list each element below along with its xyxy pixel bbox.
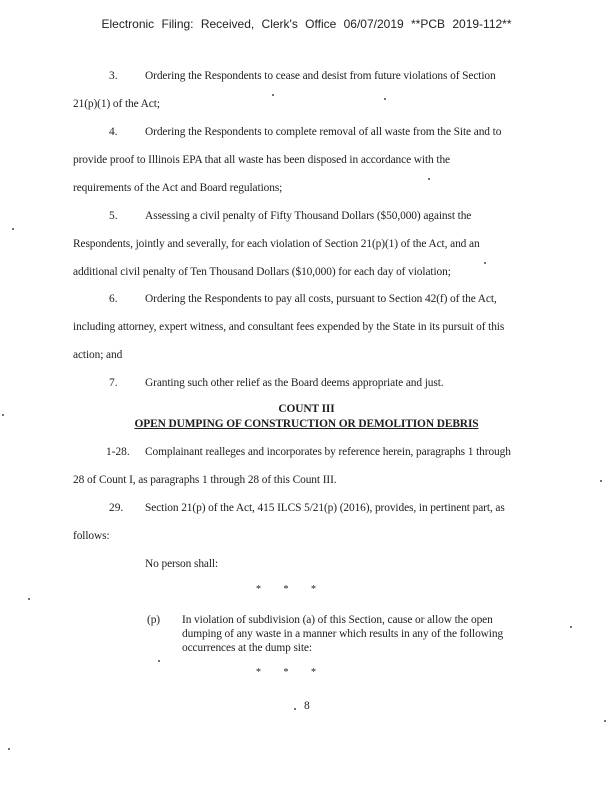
scan-speck: [600, 480, 602, 482]
scan-speck: [28, 598, 30, 600]
para-1-28-line-1: Complainant realleges and incorporates by reference herein, paragraphs 1 through: [145, 446, 511, 458]
item-5-line-2: Respondents, jointly and severally, for each violation of Section 21(p)(1) of the Act, and an: [73, 238, 480, 250]
page-number: 8: [304, 700, 310, 712]
subsection-p-line-2: dumping of any waste in a manner which results in any of the following: [182, 628, 504, 640]
item-3-line-1: Ordering the Respondents to cease and desist from future violations of Section: [145, 70, 496, 82]
subsection-p-line-3: occurrences at the dump site:: [182, 642, 312, 654]
item-3-number: 3.: [109, 70, 118, 82]
scan-speck: [2, 414, 4, 416]
item-5-line-1: Assessing a civil penalty of Fifty Thousand Dollars ($50,000) against the: [145, 210, 472, 222]
ellipsis-asterisks-2: * * *: [256, 667, 316, 678]
item-4-line-3: requirements of the Act and Board regulations;: [73, 182, 283, 194]
scan-speck: [294, 708, 296, 710]
scan-speck: [484, 262, 486, 264]
count-title: COUNT III: [278, 403, 335, 415]
subsection-p-label: (p): [147, 614, 160, 626]
scan-speck: [604, 720, 606, 722]
para-29-number: 29.: [109, 502, 124, 514]
item-4-line-2: provide proof to Illinois EPA that all waste has been disposed in accordance with the: [73, 154, 451, 166]
scan-speck: [272, 94, 274, 96]
electronic-filing-header: Electronic Filing: Received, Clerk's Office 06/07/2019 **PCB 2019-112**: [101, 17, 512, 31]
scan-speck: [384, 98, 386, 100]
subsection-p-line-1: In violation of subdivision (a) of this Section, cause or allow the open: [182, 614, 493, 626]
para-29-line-2: follows:: [73, 530, 110, 542]
para-1-28-line-2: 28 of Count I, as paragraphs 1 through 28 of this Count III.: [73, 474, 337, 486]
item-7-line-1: Granting such other relief as the Board deems appropriate and just.: [145, 377, 444, 389]
item-6-line-3: action; and: [73, 349, 123, 361]
item-5-number: 5.: [109, 210, 118, 222]
scan-speck: [12, 228, 14, 230]
scan-speck: [158, 660, 160, 662]
item-6-number: 6.: [109, 293, 118, 305]
item-3-line-2: 21(p)(1) of the Act;: [73, 98, 160, 110]
scan-speck: [570, 626, 572, 628]
item-7-number: 7.: [109, 377, 118, 389]
item-5-line-3: additional civil penalty of Ten Thousand Dollars ($10,000) for each day of violation;: [73, 266, 451, 278]
quote-intro: No person shall:: [145, 558, 219, 570]
ellipsis-asterisks-1: * * *: [256, 584, 316, 595]
para-1-28-number: 1-28.: [106, 446, 130, 458]
scan-speck: [428, 178, 430, 180]
scan-speck: [8, 748, 10, 750]
para-29-line-1: Section 21(p) of the Act, 415 ILCS 5/21(p) (2016), provides, in pertinent part, as: [145, 502, 505, 514]
count-subtitle: OPEN DUMPING OF CONSTRUCTION OR DEMOLITION DEBRIS: [134, 418, 479, 430]
item-4-line-1: Ordering the Respondents to complete removal of all waste from the Site and to: [145, 126, 502, 138]
item-6-line-1: Ordering the Respondents to pay all costs, pursuant to Section 42(f) of the Act,: [145, 293, 497, 305]
item-6-line-2: including attorney, expert witness, and consultant fees expended by the State in its pursuit of this: [73, 321, 505, 333]
item-4-number: 4.: [109, 126, 118, 138]
